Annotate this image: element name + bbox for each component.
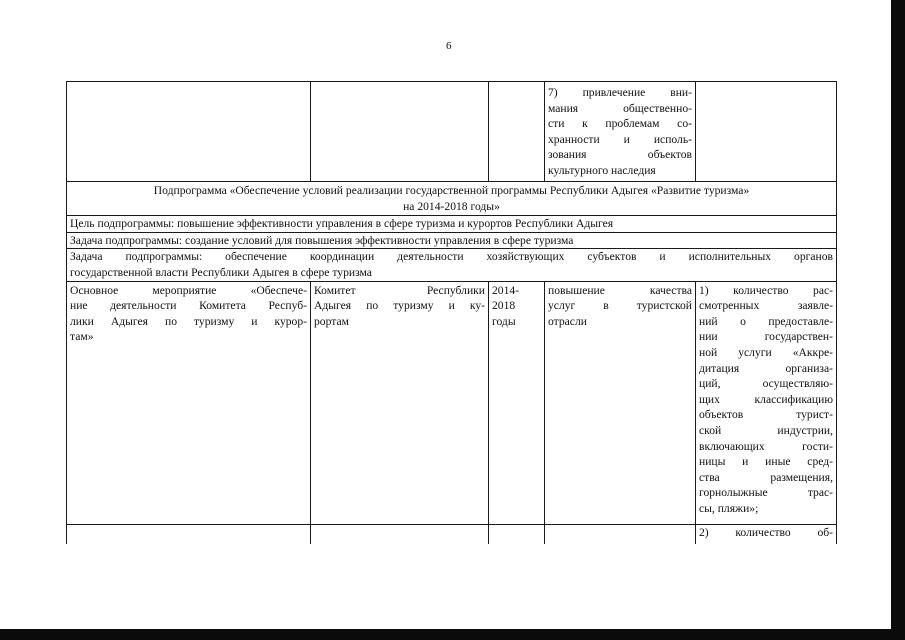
cell-empty [311,524,489,544]
cell-period [489,281,545,524]
cell-empty [489,82,545,182]
text-line: горнолыжные трас- [699,486,833,500]
text-line: включающих гости- [699,439,833,453]
cell-expected-results [545,82,696,182]
text-line: сы, пляжи»; [699,501,759,515]
text-line: объектов турист- [699,408,833,422]
table-row-task [67,232,837,249]
text-line: нии государствен- [699,330,833,344]
table-row-measure [67,281,837,524]
text-line: зования объектов [548,148,692,162]
text-line: рортам [314,314,349,328]
text-line: ства размещения, [699,470,833,484]
text-line: 2) количество об- [699,525,833,539]
table-row-subprogram [67,182,837,216]
table-row-goal [67,216,837,233]
cell-empty [545,524,696,544]
text-line: Основное мероприятие «Обеспече- [70,283,307,297]
cell-empty [67,82,311,182]
text-line: 2018 [492,299,516,313]
text-line: сти к проблемам со- [548,117,692,131]
text-line: хранности и исполь- [548,132,692,146]
subprogram-title [67,182,837,216]
text-line: услуг в туристской [548,299,692,313]
text-line: государственной власти Республики Адыгея в сфере туризма [70,265,372,279]
text-line: 7) привлечение вни- [548,86,692,99]
text-line: отрасли [548,314,587,328]
text-line: мания общественно- [548,101,692,115]
cell-indicators [696,281,837,524]
text-line: смотренных заявле- [699,299,833,313]
text-line: 2014- [492,283,520,297]
text-line: ние деятельности Комитета Респуб- [70,299,307,313]
table-row-next [67,524,837,544]
text-line: ций, осуществляю- [699,377,833,391]
text-line: ницы и иные сред- [699,455,833,469]
text-line: Задача подпрограммы: обеспечение координации деятельности хозяйствующих субъектов и исполнительных органов [70,250,833,264]
text-line: ний о предоставле- [699,314,833,328]
table-row-task [67,249,837,281]
scan-edge-right [891,0,905,640]
cell-executor [311,281,489,524]
text-line: дитация организа- [699,361,833,375]
cell-measure-name [67,281,311,524]
subprogram-task: Задача подпрограммы: создание условий для повышения эффективности управления в сфере туризма [67,232,837,249]
text-line: 1) количество рас- [699,283,833,297]
cell-empty [696,82,837,182]
text-line: ской индустрии, [699,423,833,437]
page-number: 6 [446,40,452,52]
subprogram-goal: Цель подпрограммы: повышение эффективности управления в сфере туризма и курортов Республики Адыгея [67,216,837,233]
cell-empty [489,524,545,544]
text-line: Комитет Республики [314,283,485,297]
text-line: лики Адыгея по туризму и курор- [70,314,307,328]
subprogram-task [67,249,837,281]
cell-empty [311,82,489,182]
text-line: культурного наследия [548,163,656,177]
program-table [66,81,837,544]
cell-expected-results [545,281,696,524]
text-line: годы [492,314,516,328]
table-row-continuation [67,82,837,182]
text-line: повышение качества [548,283,692,297]
subprogram-title-line: Подпрограмма «Обеспечение условий реализации государственной программы Республики Адыгея «Развитие туризма» [153,184,750,197]
subprogram-title-line: на 2014-2018 годы» [403,199,500,213]
cell-indicators [696,524,837,544]
scan-edge-bottom [0,629,905,640]
text-line: Адыгея по туризму и ку- [314,299,485,313]
cell-empty [67,524,311,544]
text-line: там» [70,330,94,344]
text-line: ной услуги «Аккре- [699,345,833,359]
text-line: щих классификацию [699,392,833,406]
